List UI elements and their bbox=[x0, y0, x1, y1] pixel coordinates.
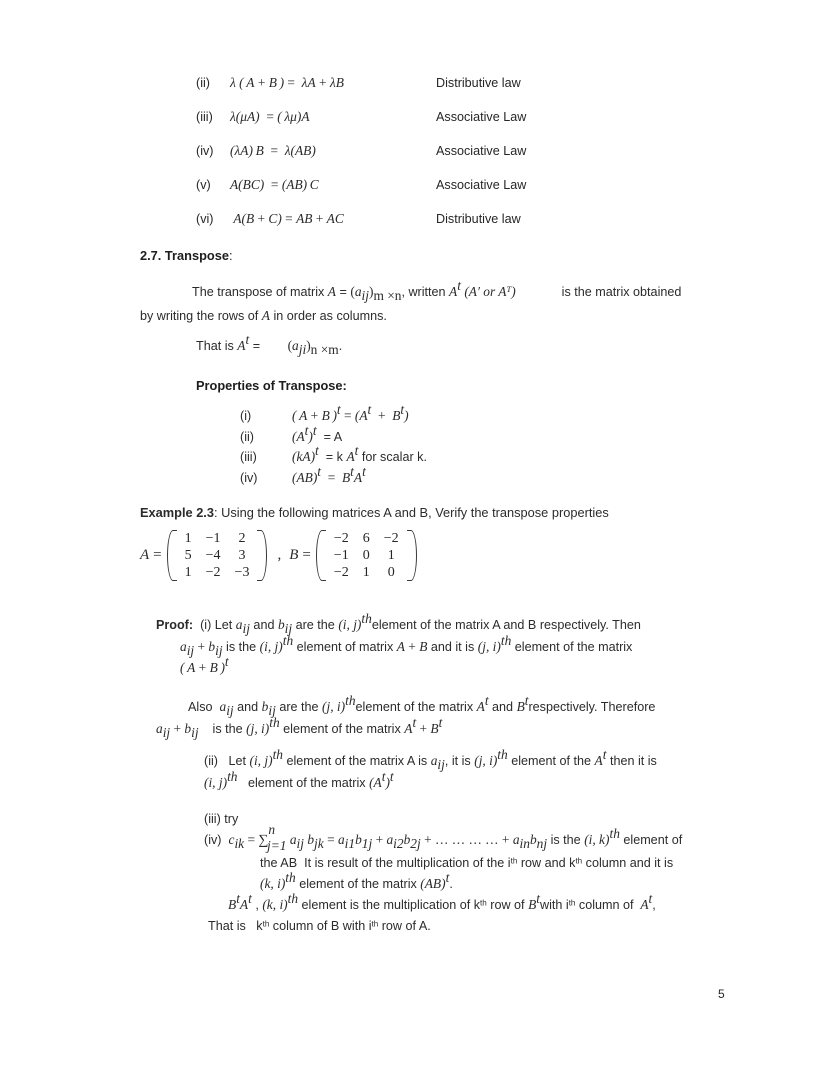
property-number: (i) bbox=[240, 409, 252, 423]
matrix-cell: 0 bbox=[362, 548, 370, 564]
section-colon: : bbox=[228, 248, 233, 263]
proof-line-also-1: Also $a_{ij}$ and $b_{ij}$ are the (j, i)$^{th}$element of the matrix $A^t$ and $B^trespectively$. Therefore bbox=[188, 693, 656, 718]
law-row bbox=[196, 74, 736, 108]
law-item-equation: A(BC) = (AB) C bbox=[230, 177, 319, 192]
proof-line-last-1: $B^tA^t$ , (k, i)$^{th}$ element is the multiplication of $k^{th}$ row of $B^twith$ $i^{th}$ column of $A^t$, bbox=[228, 890, 656, 912]
definition-a-ij-notation: $(a_{ij})_{m \times n}$ bbox=[350, 284, 402, 303]
matrix-cell: 1 bbox=[362, 565, 370, 581]
matrix-A-grid bbox=[178, 530, 257, 581]
matrix-B bbox=[316, 530, 417, 581]
proof-item-iv bbox=[204, 821, 744, 895]
section-number: 2.7 bbox=[140, 248, 158, 263]
law-row bbox=[196, 210, 736, 244]
law-item-number: (vi) bbox=[196, 212, 214, 226]
matrix-cell: −2 bbox=[333, 531, 349, 546]
matrix-cell: 0 bbox=[387, 565, 395, 581]
proof-line-iv-3: (k, i)$^{th}$ element of the matrix (AB)$^t$. bbox=[260, 870, 453, 892]
matrix-row bbox=[178, 547, 257, 564]
definition-A-transpose: $A^t$ bbox=[449, 277, 461, 299]
matrix-B-grid bbox=[327, 530, 406, 581]
right-paren bbox=[257, 530, 267, 581]
proof-item-iii: (iii) try bbox=[204, 812, 239, 826]
matrix-cell: 2 bbox=[238, 531, 246, 546]
matrix-cell: 1 bbox=[184, 531, 192, 546]
law-item-number: (iv) bbox=[196, 144, 214, 158]
left-paren bbox=[316, 530, 326, 581]
property-number: (ii) bbox=[240, 429, 254, 444]
scalar-matrix-laws-list bbox=[196, 74, 736, 244]
law-item-equation: λ(μA) = ( λμ)A bbox=[230, 109, 310, 124]
matrix-cell: −2 bbox=[333, 565, 349, 581]
example-heading bbox=[140, 505, 609, 520]
section-title: Transpose bbox=[164, 248, 229, 263]
that-is-A-transpose: $A^t$ bbox=[237, 331, 250, 353]
proof-line-iv-1: (iv) $c_{ik} = \sum^n_{j=1}$ $a_{ij}$ $b_{jk} = a_{i1}b_{1j} + a_{i2}b_{2j}$ + … … … … + $a_{in}b_{nj}$ is the (i, k)$^{th}$ element of bbox=[204, 821, 683, 854]
definition-text-3: is the matrix obtained bbox=[561, 285, 682, 299]
proof-label: Proof: bbox=[156, 618, 194, 632]
law-item-equation: (λA) B = λ(AB) bbox=[230, 143, 316, 158]
example-text: : Using the following matrices A and B, Verify the transpose properties bbox=[213, 505, 609, 520]
definition-text-1: The transpose of matrix bbox=[192, 285, 328, 299]
matrix-cell: −3 bbox=[234, 565, 250, 581]
matrix-cell: −4 bbox=[205, 548, 221, 564]
definition-line2-text: by writing the rows of bbox=[140, 308, 262, 323]
that-is-equals: = bbox=[249, 339, 264, 353]
law-item-label: Associative Law bbox=[436, 144, 527, 158]
proof-line-i-3: ( A + B )$^t$ bbox=[180, 654, 229, 676]
law-item-equation: λ ( A + B ) = λA + λB bbox=[230, 75, 344, 90]
that-is-a-ji-notation: $(a_{ji})_{n \times m}$ bbox=[287, 338, 339, 357]
transpose-formula-line bbox=[196, 331, 343, 357]
matrix-cell: −2 bbox=[383, 531, 399, 546]
property-number: (iii) bbox=[240, 450, 257, 464]
properties-of-transpose-list bbox=[240, 401, 660, 490]
law-item-number: (ii) bbox=[196, 76, 210, 90]
proof-final-paragraph bbox=[208, 890, 748, 936]
matrix-cell: −1 bbox=[333, 548, 349, 564]
law-item-label: Distributive law bbox=[436, 212, 521, 226]
matrix-row bbox=[178, 530, 257, 547]
definition-line2-A: A bbox=[261, 307, 270, 323]
matrix-separator: , bbox=[277, 547, 282, 564]
law-item-number: (v) bbox=[196, 178, 211, 192]
matrix-cell: 1 bbox=[387, 548, 395, 564]
definition-text-2: , written bbox=[401, 285, 450, 299]
matrix-A-name: A bbox=[140, 547, 150, 564]
proof-line-i-1: Proof: (i) Let $a_{ij}$ and $b_{ij}$ are the (i, j)$^{th}$element of the matrix A and B respectively. Then bbox=[156, 610, 641, 636]
right-paren bbox=[407, 530, 417, 581]
matrix-cell: 6 bbox=[362, 531, 370, 546]
property-equation: $(AB)^t = B^tA^t$ bbox=[292, 463, 366, 485]
that-is-period: . bbox=[338, 339, 343, 353]
matrix-cell: 3 bbox=[238, 548, 246, 564]
proof-block bbox=[156, 610, 736, 740]
that-is-label: That is bbox=[196, 339, 238, 353]
law-item-label: Distributive law bbox=[436, 76, 521, 90]
property-equation: ( A + B )$^t = (A^t + B^t)$ bbox=[292, 401, 409, 423]
matrix-cell: −2 bbox=[205, 565, 221, 581]
matrix-A bbox=[167, 530, 268, 581]
properties-of-transpose-title: Properties of Transpose: bbox=[196, 378, 347, 393]
example-matrices bbox=[140, 530, 417, 581]
page-number: 5 bbox=[718, 987, 725, 1001]
left-paren bbox=[167, 530, 177, 581]
property-row bbox=[240, 401, 660, 429]
matrix-row bbox=[327, 564, 406, 581]
property-row bbox=[240, 442, 660, 470]
section-heading-transpose: 2.7. Transpose: bbox=[140, 248, 233, 263]
law-row bbox=[196, 108, 736, 142]
definition-equals: = bbox=[335, 285, 351, 299]
proof-line-ii-1: (ii) Let (i, j)$^{th}$ element of the matrix A is $a_{ij}$, it is (j, i)$^{th}$ element of the $A^t$ then it is bbox=[204, 746, 657, 772]
proof-line-ii-2: (i, j)$^{th}$ element of the matrix $(A^t)^t$ bbox=[204, 768, 394, 790]
property-equation: $(A^t)^t = A$ bbox=[292, 422, 343, 444]
matrix-B-name: B bbox=[289, 547, 299, 564]
matrix-cell: 5 bbox=[184, 548, 192, 564]
matrix-cell: −1 bbox=[205, 531, 221, 546]
law-row bbox=[196, 176, 736, 210]
law-row bbox=[196, 142, 736, 176]
proof-line-iv-2: the AB It is result of the multiplication of the $i^{th}$ row and $k^{th}$ column and it is bbox=[260, 855, 674, 870]
matrix-row bbox=[178, 564, 257, 581]
property-row bbox=[240, 422, 660, 450]
proof-line-also-2: $a_{ij} + b_{ij}$ is the (j, i)$^{th}$ element of the matrix $A^t + B^t$ bbox=[156, 714, 443, 740]
proof-item-ii bbox=[204, 746, 744, 793]
law-item-label: Associative Law bbox=[436, 178, 527, 192]
law-item-label: Associative Law bbox=[436, 110, 527, 124]
definition-alt-notation: (A′ or $A^T$) bbox=[464, 284, 516, 299]
example-label: Example 2.3 bbox=[140, 505, 214, 520]
definition-line2-tail: in order as columns. bbox=[269, 308, 387, 323]
property-row bbox=[240, 463, 660, 491]
law-item-equation: A(B + C) = AB + AC bbox=[230, 211, 344, 226]
matrix-B-equals: = bbox=[302, 547, 311, 564]
definition-matrix-A: A bbox=[327, 284, 336, 299]
definition-line-2 bbox=[140, 305, 740, 327]
law-item-number: (iii) bbox=[196, 110, 213, 124]
property-number: (iv) bbox=[240, 470, 258, 485]
matrix-cell: 1 bbox=[184, 565, 192, 581]
property-equation: (kA)$^t$ = k $A^t$ for scalar k. bbox=[292, 442, 427, 464]
transpose-definition-paragraph bbox=[140, 277, 740, 326]
proof-line-i-2: $a_{ij} + b_{ij}$ is the (i, j)$^{th}$ element of matrix A + B and it is (j, i)$^{th}$ element of the matrix bbox=[180, 632, 633, 658]
proof-line-last-2: That is $k^{th}$ column of B with $i^{th}$ row of A. bbox=[208, 918, 431, 933]
matrix-row bbox=[327, 547, 406, 564]
matrix-A-equals: = bbox=[153, 547, 162, 564]
matrix-row bbox=[327, 530, 406, 547]
